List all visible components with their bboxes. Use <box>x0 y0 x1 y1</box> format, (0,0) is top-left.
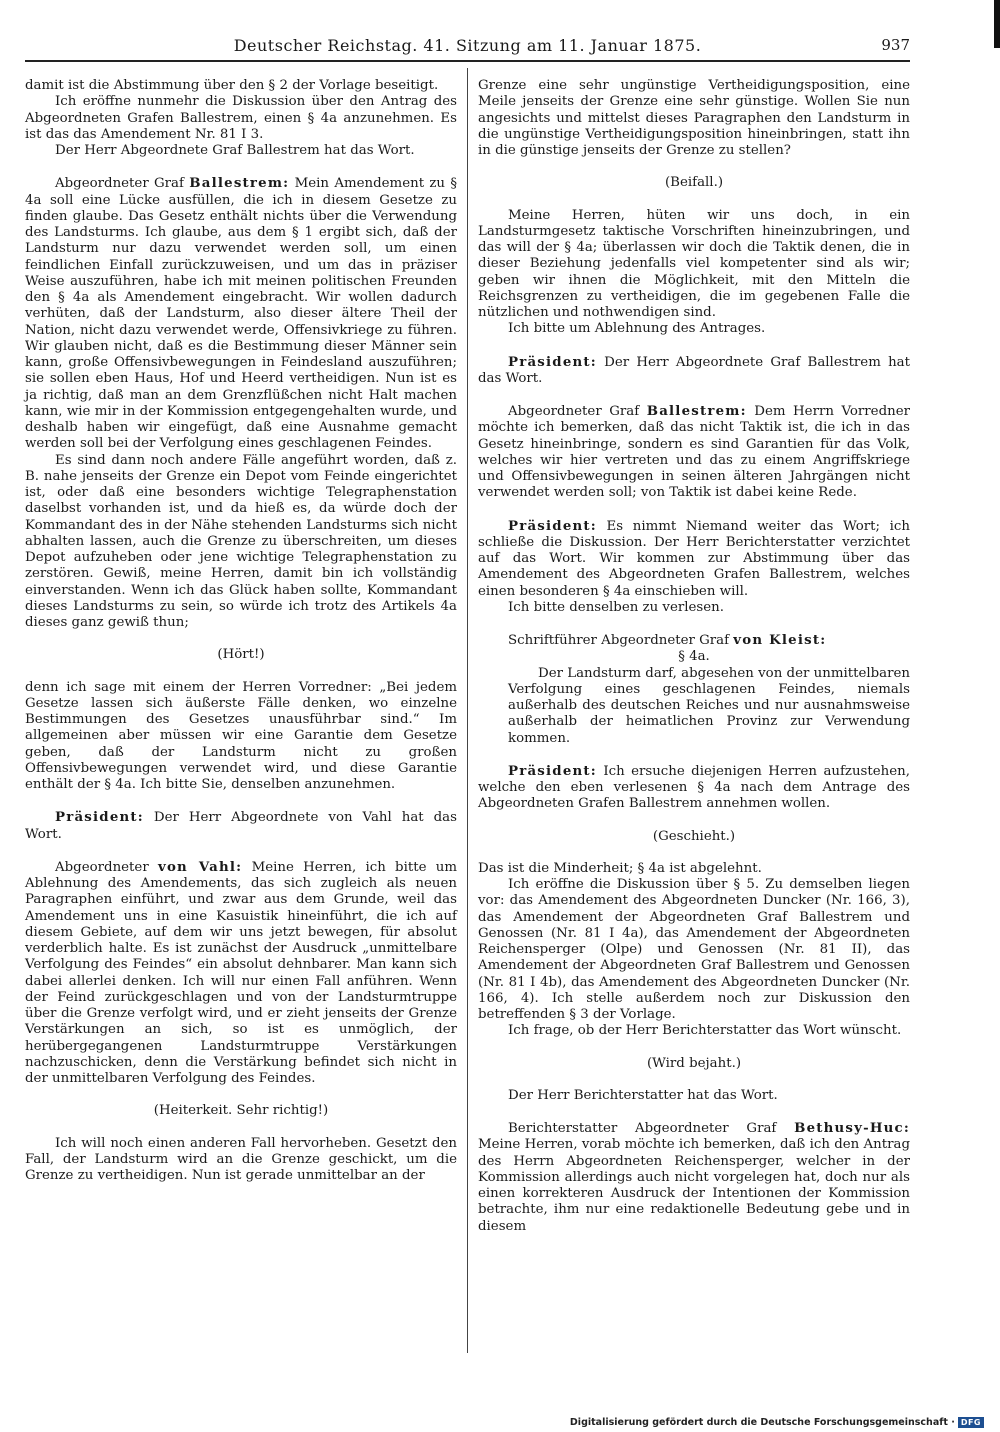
speech-paragraph <box>478 632 910 649</box>
section-heading: § 4a. <box>678 649 710 665</box>
paragraph: Der Herr Berichterstatter hat das Wort. <box>508 1087 778 1103</box>
scan-edge-mark <box>994 0 1000 48</box>
speech-paragraph <box>478 1120 910 1235</box>
speaker-name: von Vahl: <box>157 858 243 875</box>
paragraph: Ich bitte um Ablehnung des Antrages. <box>508 321 766 337</box>
speech-paragraph <box>478 763 910 813</box>
speech-text: Der Herr Abgeordnete Graf Ballestrem hat das Wort. <box>478 354 910 386</box>
reaction: (Beifall.) <box>664 175 724 191</box>
reaction: (Hört!) <box>217 647 265 663</box>
speech-text: Meine Herren, vorab möchte ich bemerken, daß ich den Antrag des Herrn Abgeordneten Reichensperger, welcher in der Kommission allerdings auch nicht vorgelegen hat, doch nur als einen korrekteren Ausdruck der Intentionen der Kommission betrachte, ihm nur eine redaktionelle Bedeutung gebe und in diesem <box>478 1137 910 1234</box>
credit-text: Digitalisierung gefördert durch die Deutsche Forschungsgemeinschaft · <box>569 1417 955 1428</box>
speaker-prefix: Abgeordneter Graf <box>508 404 647 419</box>
speech-paragraph <box>25 175 457 452</box>
paragraph: Meine Herren, hüten wir uns doch, in ein Landsturmgesetz taktische Vorschriften hineinzubringen, und das will der § 4a; überlassen wir doch die Taktik denen, die in dieser Beziehung jedenfalls viel kompetenter sind als wir; geben wir ihnen die Möglichkeit, mit den Mitteln die Reichsgrenzen zu vertheidigen, die im gegebenen Falle die nützlichen und nothwendigen sind. <box>478 207 910 320</box>
speech-paragraph <box>25 809 457 843</box>
speech-paragraph <box>478 354 910 388</box>
paragraph: denn ich sage mit einem der Herren Vorredner: „Bei jedem Gesetze lassen sich äußerste Fälle denken, wo einzelne Bestimmungen des Gesetzes unausführbar sind.“ Im allgemeinen aber müssen wir eine Garantie dem Gesetze geben, daß der Landsturm nicht zu großen Offensivbewegungen verwendet wird, und diese Garantie enthält der § 4a. Ich bitte Sie, denselben anzunehmen. <box>25 679 457 792</box>
reaction: (Geschieht.) <box>652 828 736 844</box>
speaker-name: Bethusy-Huc: <box>794 1120 910 1136</box>
dfg-logo: DFG <box>958 1417 984 1428</box>
running-title: Deutscher Reichstag. 41. Sitzung am 11. Januar 1875. <box>233 36 702 55</box>
speech-paragraph <box>25 859 457 1088</box>
speech-paragraph <box>478 403 910 502</box>
speaker-name: Präsident: <box>508 517 597 534</box>
paragraph: Ich will noch einen anderen Fall hervorheben. Gesetzt den Fall, der Landsturm wird an die Grenze geschickt, um die Grenze zu vertheidigen. Nun ist gerade unmittelbar an der <box>25 1135 457 1183</box>
column-divider <box>467 68 468 1353</box>
speaker-prefix: Schriftführer Abgeordneter Graf <box>508 633 734 648</box>
page-number: 937 <box>881 36 910 54</box>
speaker-name: Präsident: <box>55 809 144 826</box>
speech-text: Ich ersuche diejenigen Herren aufzustehen, welche den eben verlesenen § 4a nach dem Antrage des Abgeordneten Grafen Ballestrem annehmen wollen. <box>478 763 910 812</box>
speaker-prefix: Abgeordneter <box>55 859 158 875</box>
reaction: (Heiterkeit. Sehr richtig!) <box>153 1103 329 1119</box>
speaker-name: Präsident: <box>508 762 597 779</box>
paragraph: Ich frage, ob der Herr Berichterstatter das Wort wünscht. <box>508 1023 902 1039</box>
paragraph: Das ist die Minderheit; § 4a ist abgelehnt. <box>478 860 762 876</box>
speaker-prefix: Abgeordneter Graf <box>55 176 190 192</box>
speech-text: Dem Herrn Vorredner möchte ich bemerken, daß das nicht Taktik ist, die ich in das Gesetz hineinbringe, sondern es sind Garantien für das Volk, welches wir hier vertreten und das zu einem Angriffskriege und Offensivbewegungen in seinen älteren Jahrgängen nicht verwendet werden soll; von Taktik ist dabei keine Rede. <box>478 404 910 501</box>
speaker-name: Ballestrem: <box>646 403 747 419</box>
paragraph: damit ist die Abstimmung über den § 2 der Vorlage beseitigt. <box>25 78 439 93</box>
speech-text: Mein Amendement zu § 4a soll eine Lücke ausfüllen, die ich in diesem Gesetze zu finden glaube. Das Gesetz enthält nichts über die Verwendung des Landsturms. Ich glaube, aus dem § 1 ergibt sich, daß der Landsturm nur dazu verwendet werden soll, um einen feindlichen Einfall zurückzuweisen, und um das in präziser Weise auszuführen, habe ich mit meinen politischen Freunden den § 4a als Amendement eingebracht. Wir wollen dadurch verhüten, daß der Landsturm, also dieser ältere Theil der Nation, nicht dazu verwendet werde, Offensivkriege zu führen. Wir glauben nicht, daß es die Bestimmung dieser Männer sein kann, große Offensivbewegungen in Feindesland auszuführen; sie sollen eben Haus, Hof und Heerd vertheidigen. Nun ist es ja richtig, daß man an dem Grenzflüßchen nicht Halt machen kann, wie mir in der Kommission entgegengehalten wurde, und deshalb haben wir eingefügt, daß eine Ausnahme gemacht werden soll bei der Verfolgung eines geschlagenen Feindes. <box>25 176 457 452</box>
digitization-credit <box>570 1417 984 1428</box>
paragraph: Ich eröffne nunmehr die Diskussion über den Antrag des Abgeordneten Grafen Ballestrem, einen § 4a anzunehmen. Es ist das das Amendement Nr. 81 I 3. <box>25 94 457 142</box>
speaker-name: Präsident: <box>508 353 597 370</box>
speech-text: Meine Herren, ich bitte um Ablehnung des Amendements, das sich zugleich als neuen Paragraphen einführt, und zwar aus dem Grunde, weil das Amendement uns in eine Kasuistik hineinführt, die ich auf diesem Gebiete, auf dem wir uns jetzt bewegen, für absolut verderblich halte. Es ist zunächst der Ausdruck „unmittelbare Verfolgung des Feindes“ ein absolut dehnbarer. Man kann sich dabei allerlei denken. Ich will nur einen Fall anführen. Wenn der Feind zurückgeschlagen und von der Landsturmtruppe über die Grenze verfolgt wird, und er zieht jenseits der Grenze Verstärkungen an sich, so ist es unmöglich, der herübergegangenen Landsturmtruppe Verstärkungen nachzuschicken, denn die Verstärkung befindet sich nicht in der unmittelbaren Verfolgung des Feindes. <box>25 859 458 1086</box>
paragraph: Ich bitte denselben zu verlesen. <box>508 599 724 615</box>
speech-text: Es nimmt Niemand weiter das Wort; ich schließe die Diskussion. Der Herr Berichterstatter verzichtet auf das Wort. Wir kommen zur Abstimmung über das Amendement des Abgeordneten Grafen Ballestrem, welches einen besonderen § 4a einschieben will. <box>478 518 910 599</box>
motion-text: Der Landsturm darf, abgesehen von der unmittelbaren Verfolgung eines geschlagenen Feindes, niemals außerhalb des deutschen Reiches und nur ausnahmsweise außerhalb der heimatlichen Provinz zur Verwendung kommen. <box>508 665 910 746</box>
speech-text: Der Herr Abgeordnete von Vahl hat das Wort. <box>25 810 457 842</box>
paragraph: Der Herr Abgeordnete Graf Ballestrem hat das Wort. <box>55 143 415 158</box>
speaker-name: Ballestrem: <box>189 175 290 192</box>
reaction: (Wird bejaht.) <box>646 1055 742 1071</box>
speaker-prefix: Berichterstatter Abgeordneter Graf <box>508 1121 795 1136</box>
speaker-name: von Kleist: <box>733 632 827 648</box>
page-header <box>25 30 910 62</box>
left-column <box>25 78 457 1184</box>
paragraph: Es sind dann noch andere Fälle angeführt worden, daß z. B. nahe jenseits der Grenze ein Depot vom Feinde eingerichtet ist, oder daß eine besonders wichtige Telegraphenstation daselbst vorhanden ist, und da hieß es, da würde doch der Kommandant des in der Nähe stehenden Landsturms sich nicht abhalten lassen, auch die Grenze zu überschreiten, um dieses Depot aufzuheben oder jene wichtige Telegraphenstation zu zerstören. Gewiß, meine Herren, damit bin ich vollständig einverstanden. Wenn ich das Glück haben sollte, Kommandant dieses Landsturms zu sein, so würde ich trotz des Artikels 4a dieses ganz gewiß thun; <box>25 452 457 630</box>
right-column <box>478 78 910 1235</box>
paragraph: Grenze eine sehr ungünstige Vertheidigungsposition, eine Meile jenseits der Grenze eine sehr günstige. Wollen Sie nun angesichts und mittelst dieses Paragraphen den Landsturm in die ungünstige Vertheidigungsposition hineinbringen, statt ihn in die günstige jenseits der Grenze zu stellen? <box>478 78 910 158</box>
paragraph: Ich eröffne die Diskussion über § 5. Zu demselben liegen vor: das Amendement des Abgeordneten Duncker (Nr. 166, 3), das Amendement der Abgeordneten Graf Ballestrem und Genossen (Nr. 81 I 4a), das Amendement der Abgeordneten Reichensperger (Olpe) und Genossen (Nr. 81 II), das Amendement der Abgeordneten Graf Ballestrem und Genossen (Nr. 81 I 4b), das Amendement des Abgeordneten Duncker (Nr. 166, 4). Ich stelle außerdem noch zur Diskussion den betreffenden § 3 der Vorlage. <box>478 877 910 1022</box>
speech-paragraph <box>478 518 910 600</box>
